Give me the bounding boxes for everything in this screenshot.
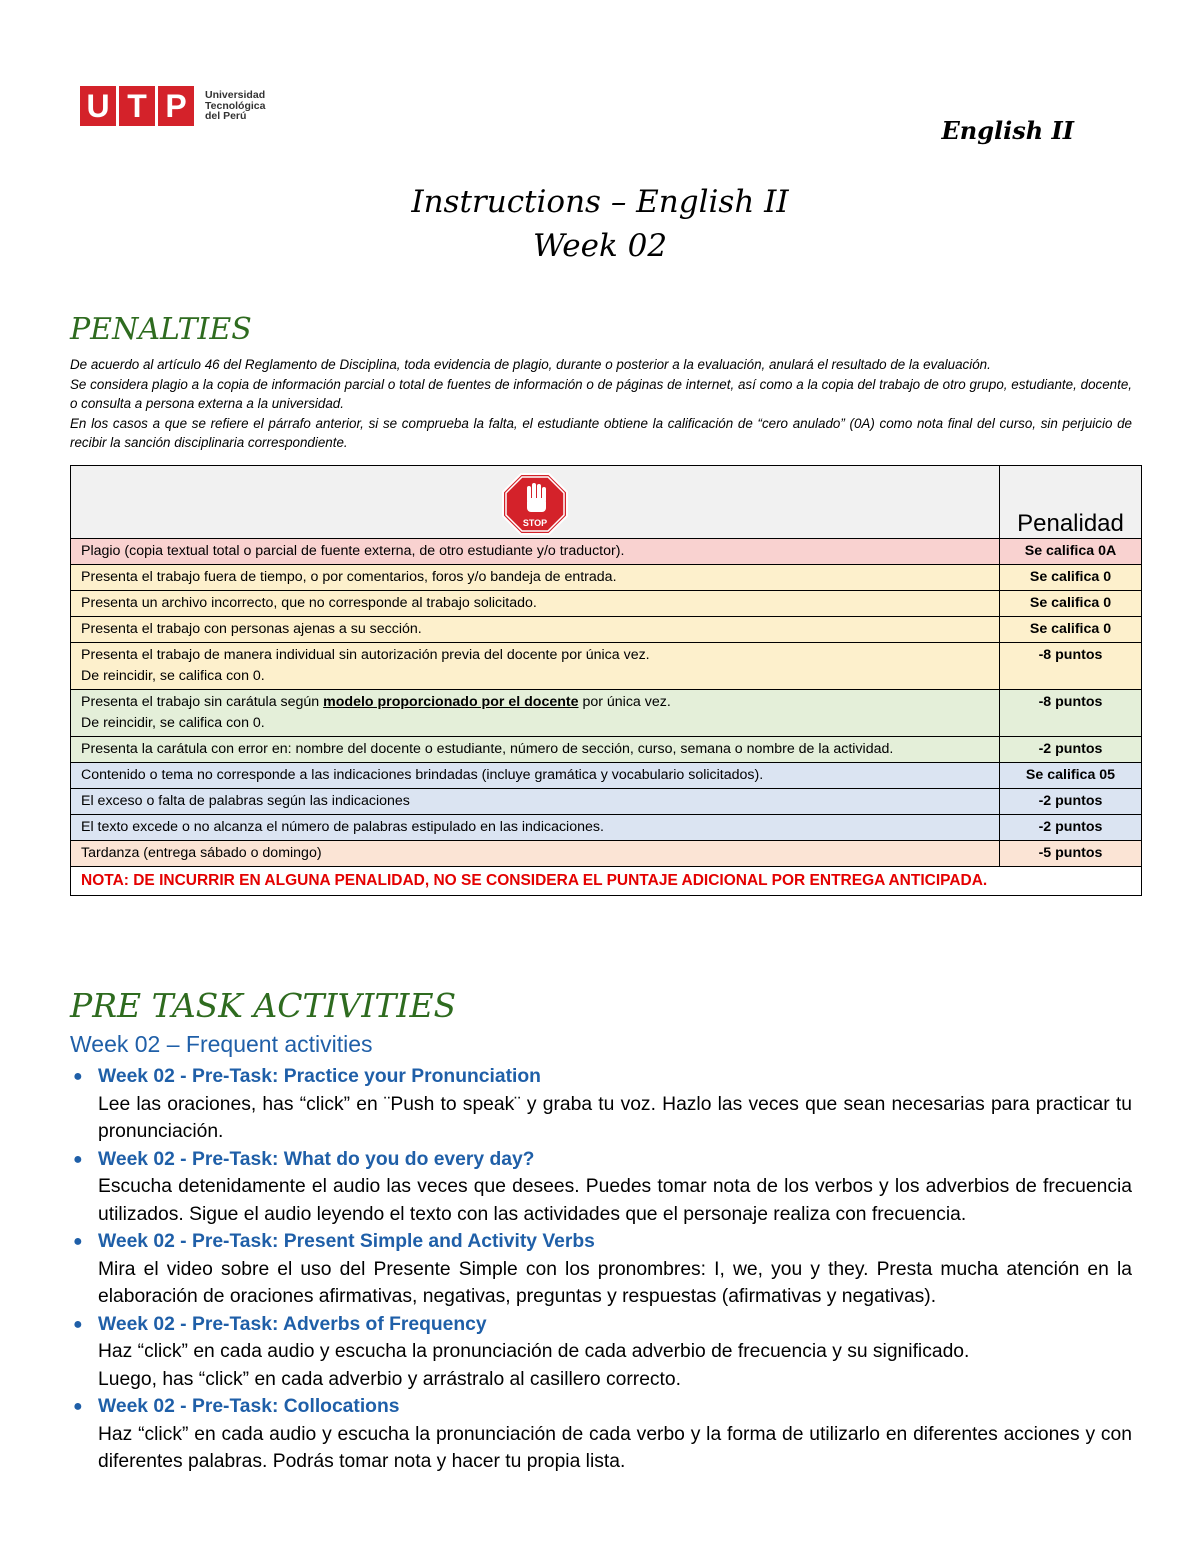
penalty-description: Tardanza (entrega sábado o domingo) [71, 841, 1000, 867]
penalty-description: El exceso o falta de palabras según las indicaciones [71, 789, 1000, 815]
utp-logo [80, 86, 265, 126]
table-row [71, 617, 1142, 643]
task-description: Haz “click” en cada audio y escucha la pronunciación de cada verbo y la forma de utilizarlo en diferentes acciones y con diferentes palabras. Podrás tomar nota y hacer tu propia lista. [98, 1423, 1132, 1472]
logo-letters [80, 86, 197, 126]
task-title[interactable]: Week 02 - Pre-Task: What do you do every day? [98, 1148, 535, 1170]
logo-line-3: del Perú [205, 110, 247, 123]
week-heading: Week 02 – Frequent activities [70, 1031, 373, 1057]
pretask-heading: PRE TASK ACTIVITIES [70, 986, 457, 1025]
penalty-description: Presenta un archivo incorrecto, que no corresponde al trabajo solicitado. [71, 591, 1000, 617]
bullet-icon: ● [73, 1068, 83, 1085]
stop-cell [71, 466, 1000, 539]
penalty-text: Presenta el trabajo sin carátula según [81, 694, 324, 710]
penalty-line [81, 692, 989, 713]
bullet-icon: ● [73, 1398, 83, 1415]
penalty-score: Se califica 0 [1000, 591, 1142, 617]
logo-letter-t: T [119, 86, 155, 126]
logo-wordmark [205, 90, 265, 122]
task-title[interactable]: Week 02 - Pre-Task: Adverbs of Frequency [98, 1313, 487, 1335]
logo-letter-p: P [158, 86, 194, 126]
task-description: Luego, has “click” en cada adverbio y arrástralo al casillero correcto. [98, 1368, 681, 1390]
table-row [71, 737, 1142, 763]
table-row [71, 565, 1142, 591]
table-row [71, 789, 1142, 815]
list-item [70, 1311, 1132, 1394]
task-description: Escucha detenidamente el audio las veces que desees. Puedes tomar nota de los verbos y los adverbios de frecuencia utilizados. Sigue el audio leyendo el texto con las actividades que el personaje realiza con frecuencia. [98, 1176, 1132, 1225]
task-description: Lee las oraciones, has “click” en ¨Push to speak¨ y graba tu voz. Hazlo las veces que sean necesarias para practicar tu pronunciación. [98, 1093, 1132, 1142]
penalty-score: Se califica 0A [1000, 539, 1142, 565]
penalty-description [71, 643, 1000, 690]
penalty-note: NOTA: DE INCURRIR EN ALGUNA PENALIDAD, NO SE CONSIDERA EL PUNTAJE ADICIONAL POR ENTREGA ANTICIPADA. [71, 867, 1142, 896]
penalty-score: -2 puntos [1000, 737, 1142, 763]
table-header-row [71, 466, 1142, 539]
table-row [71, 690, 1142, 737]
course-name: English II [941, 116, 1074, 145]
task-title[interactable]: Week 02 - Pre-Task: Present Simple and Activity Verbs [98, 1231, 595, 1252]
penalty-score: Se califica 0 [1000, 617, 1142, 643]
penalty-score: -2 puntos [1000, 789, 1142, 815]
task-title[interactable]: Week 02 - Pre-Task: Collocations [98, 1396, 400, 1417]
logo-line-2: Tecnológica [205, 99, 266, 112]
list-item [70, 1393, 1132, 1476]
penalty-column-header: Penalidad [1000, 466, 1142, 539]
penalty-description: Presenta el trabajo fuera de tiempo, o por comentarios, foros y/o bandeja de entrada. [71, 565, 1000, 591]
penalties-paragraph: Se considera plagio a la copia de información parcial o total de fuentes de información o de páginas de internet, así como a la copia del trabajo de otro grupo, estudiante, docente, o consulta a persona externa a la universidad. [70, 376, 1132, 411]
penalty-score: -8 puntos [1000, 690, 1142, 737]
penalties-heading: PENALTIES [70, 312, 252, 347]
list-item [70, 1146, 1132, 1229]
logo-letter-u: U [80, 86, 116, 126]
table-row [71, 539, 1142, 565]
penalty-score: -5 puntos [1000, 841, 1142, 867]
penalty-description: Presenta la carátula con error en: nombre del docente o estudiante, número de sección, curso, semana o nombre de la actividad. [71, 737, 1000, 763]
cover-model-link: modelo proporcionado por el docente [323, 694, 579, 710]
task-title[interactable]: Week 02 - Pre-Task: Practice your Pronunciation [98, 1066, 541, 1087]
logo-line-1: Universidad [205, 89, 266, 102]
table-row [71, 591, 1142, 617]
stop-sign-label: STOP [522, 518, 548, 528]
task-description: Haz “click” en cada audio y escucha la pronunciación de cada adverbio de frecuencia y su significado. [98, 1341, 970, 1362]
penalty-line: De reincidir, se califica con 0. [81, 668, 265, 684]
penalty-description: Contenido o tema no corresponde a las indicaciones brindadas (incluye gramática y vocabulario solicitados). [71, 763, 1000, 789]
penalty-score: -2 puntos [1000, 815, 1142, 841]
penalties-table [70, 465, 1142, 896]
penalties-paragraph: De acuerdo al artículo 46 del Reglamento de Disciplina, toda evidencia de plagio, durante o posterior a la evaluación, anulará el resultado de la evaluación. [70, 357, 991, 372]
list-item [70, 1228, 1132, 1311]
penalty-description: Plagio (copia textual total o parcial de fuente externa, de otro estudiante y/o traductor). [71, 539, 1000, 565]
table-note-row [71, 867, 1142, 896]
list-item [70, 1063, 1132, 1146]
penalty-description [71, 690, 1000, 737]
table-row [71, 841, 1142, 867]
penalties-text [70, 355, 1132, 453]
penalties-paragraph: En los casos a que se refiere el párrafo anterior, si se comprueba la falta, el estudiante obtiene la calificación de “cero anulado” (0A) como nota final del curso, sin perjuicio de recibir la sanción disciplinaria correspondiente. [70, 415, 1132, 450]
task-description: Mira el video sobre el uso del Presente Simple con los pronombres: I, we, you y they. Presta mucha atención en la elaboración de oraciones afirmativas, negativas, preguntas y respuestas (afirmativas y negativas). [98, 1258, 1132, 1307]
penalty-score: Se califica 05 [1000, 763, 1142, 789]
penalty-line: De reincidir, se califica con 0. [81, 715, 265, 731]
stop-sign-icon [501, 472, 569, 536]
penalty-line: Presenta el trabajo de manera individual sin autorización previa del docente por única vez. [81, 647, 650, 663]
table-row [71, 815, 1142, 841]
penalty-description: Presenta el trabajo con personas ajenas a su sección. [71, 617, 1000, 643]
bullet-icon: ● [73, 1315, 83, 1333]
bullet-icon: ● [73, 1150, 83, 1168]
table-row [71, 763, 1142, 789]
table-row [71, 643, 1142, 690]
document-title: Instructions – English II [411, 184, 789, 220]
penalty-score: -8 puntos [1000, 643, 1142, 690]
penalty-description: El texto excede o no alcanza el número de palabras estipulado en las indicaciones. [71, 815, 1000, 841]
pretask-list [70, 1063, 1132, 1476]
document-subtitle: Week 02 [532, 228, 668, 264]
penalty-text: por única vez. [578, 694, 671, 710]
penalty-score: Se califica 0 [1000, 565, 1142, 591]
bullet-icon: ● [73, 1233, 83, 1250]
